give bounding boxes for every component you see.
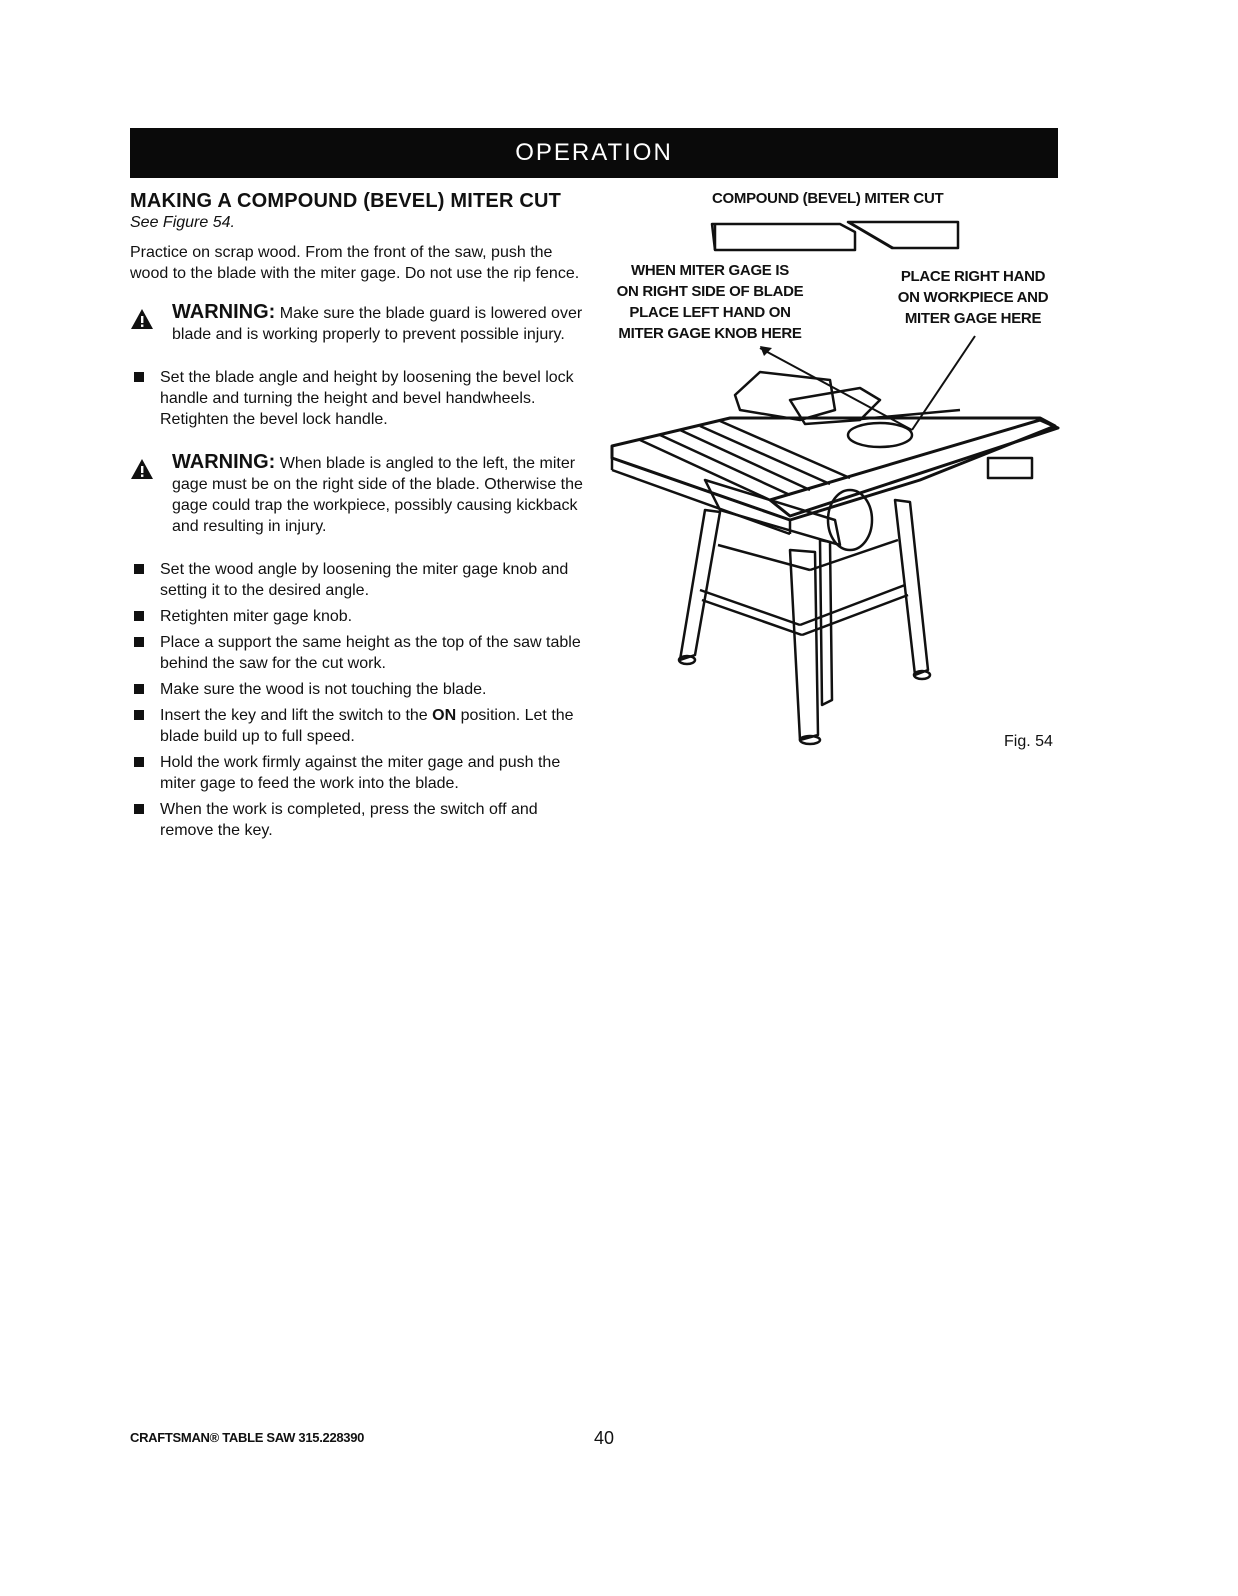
section-title: MAKING A COMPOUND (BEVEL) MITER CUT [130,190,562,212]
list-item: Set the wood angle by loosening the miter gage knob and setting it to the desired angle. [130,559,590,601]
callout-right-hand: PLACE RIGHT HAND ON WORKPIECE AND MITER GAGE HERE [897,268,1049,327]
list-item: When the work is completed, press the switch off and remove the key. [130,799,590,841]
operation-header: OPERATION [130,128,1058,178]
list-item: Insert the key and lift the switch to the ON position. Let the blade build up to full speed. [130,705,590,747]
footer-brand: CRAFTSMAN® TABLE SAW 315.228390 [130,1430,365,1445]
list-item: Hold the work firmly against the miter gage and push the miter gage to feed the work into the blade. [130,752,590,794]
warning-text: Make sure the blade guard is lowered over blade and is working properly to prevent possible injury. [172,305,583,343]
warning-label: WARNING: [172,451,276,473]
list-item: Retighten miter gage knob. [130,606,590,627]
figure-title: COMPOUND (BEVEL) MITER CUT [712,190,944,207]
intro-paragraph: Practice on scrap wood. From the front of the saw, push the wood to the blade with the miter gage. Do not use the rip fence. [130,244,580,282]
list-item: Place a support the same height as the top of the saw table behind the saw for the cut work. [130,632,590,674]
table-saw-icon [612,372,1058,744]
list-item: Make sure the wood is not touching the blade. [130,679,590,700]
list-item: Set the blade angle and height by loosening the bevel lock handle and turning the height and bevel handwheels. Retighten the bevel lock handle. [130,367,590,430]
warning-text: When blade is angled to the left, the miter gage must be on the right side of the blade. Otherwise the gage could trap the workpiece, possibly causing kickback and resulting in injury. [172,455,583,535]
warning-label: WARNING: [172,301,276,323]
page-number: 40 [594,1428,615,1448]
compound-cut-workpiece-icon [712,222,958,250]
figure-label: Fig. 54 [1004,733,1053,750]
callout-left-hand: WHEN MITER GAGE IS ON RIGHT SIDE OF BLADE PLACE LEFT HAND ON MITER GAGE KNOB HERE [616,262,804,342]
figure-reference: See Figure 54. [130,214,235,231]
